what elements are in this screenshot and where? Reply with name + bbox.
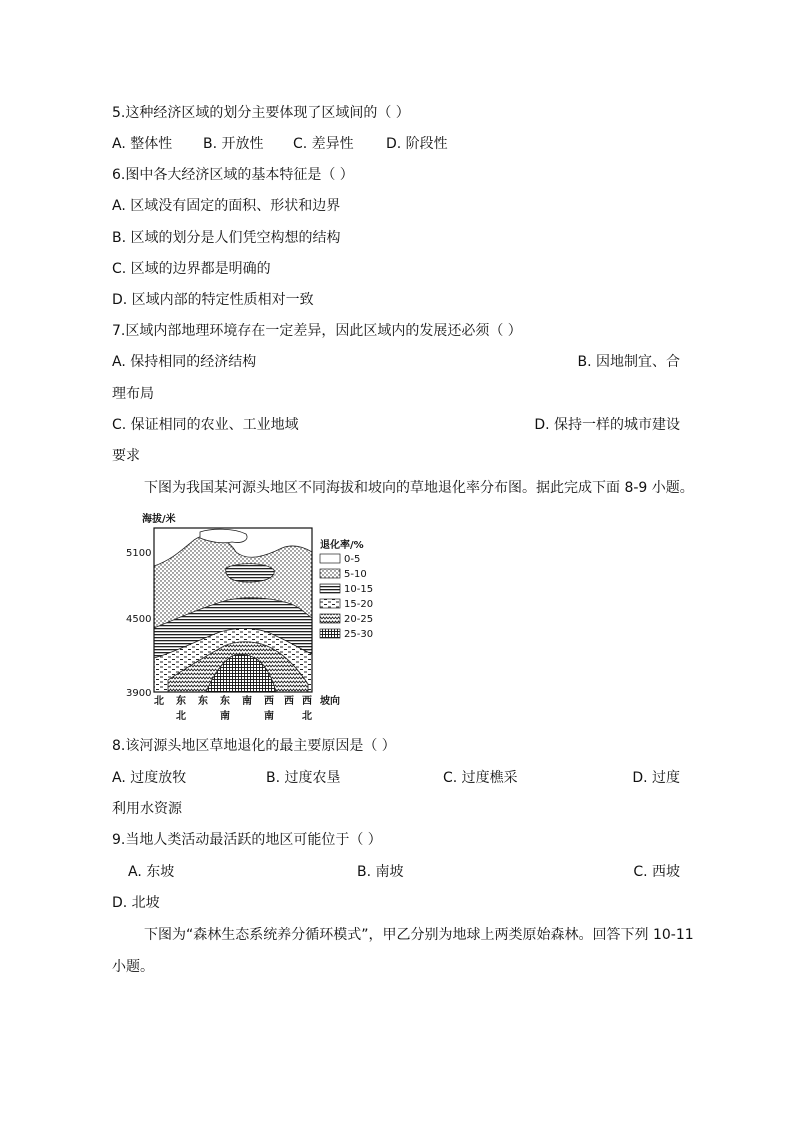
x-axis-label: 坡向	[320, 696, 340, 707]
y-axis-label: 海拔/米	[142, 514, 176, 525]
x-tick-bottom: 南	[220, 711, 230, 722]
x-tick-bottom: 北	[302, 711, 312, 722]
q5-option-c: C. 差异性	[293, 136, 354, 152]
x-tick-top: 东	[176, 696, 186, 707]
degradation-map-svg	[124, 508, 380, 726]
q9-stem: 9.当地人类活动最活跃的地区可能位于（ ）	[112, 832, 382, 848]
q6-stem: 6.图中各大经济区域的基本特征是（ ）	[112, 167, 354, 183]
q9-option-c: C. 西坡	[633, 864, 680, 880]
x-tick-top: 东	[220, 696, 230, 707]
q8-stem: 8.该河源头地区草地退化的最主要原因是（ ）	[112, 738, 396, 754]
x-axis	[154, 694, 340, 722]
grassland-degradation-figure	[124, 508, 380, 726]
legend	[320, 538, 373, 640]
y-tick-4500: 4500	[126, 614, 152, 625]
x-tick-top: 北	[154, 696, 164, 707]
q7-option-d: D. 保持一样的城市建设	[534, 417, 680, 433]
x-tick-bottom: 北	[176, 711, 186, 722]
q7-option-d-cont: 要求	[112, 448, 140, 464]
q7-option-a: A. 保持相同的经济结构	[112, 354, 257, 370]
q7-option-b: B. 因地制宜、合	[577, 354, 680, 370]
zone-0-5	[200, 529, 247, 543]
q6-option-a: A. 区域没有固定的面积、形状和边界	[112, 198, 341, 214]
q6-option-d: D. 区域内部的特定性质相对一致	[112, 292, 314, 308]
q9-option-b: B. 南坡	[357, 864, 404, 880]
legend-item-20-25	[320, 614, 373, 625]
q7-option-c: C. 保证相同的农业、工业地域	[112, 417, 299, 433]
q9-option-a: A. 东坡	[128, 864, 175, 880]
plot-area	[154, 528, 312, 692]
y-tick-5100: 5100	[126, 548, 152, 559]
y-tick-3900: 3900	[126, 688, 152, 699]
q5-option-b: B. 开放性	[203, 136, 264, 152]
svg-text:15-20: 15-20	[344, 599, 374, 610]
x-tick-bottom: 南	[264, 711, 274, 722]
q7-option-b-cont: 理布局	[112, 386, 154, 402]
q8-option-d-cont: 利用水资源	[112, 801, 182, 817]
q8-option-a: A. 过度放牧	[112, 770, 187, 786]
q9-option-d: D. 北坡	[112, 895, 160, 911]
svg-text:10-15: 10-15	[344, 584, 374, 595]
legend-title: 退化率/%	[320, 540, 364, 551]
zone-10-15-island	[226, 564, 274, 582]
x-tick-top: 西	[284, 696, 294, 707]
q5-option-d: D. 阶段性	[386, 136, 448, 152]
q7-stem: 7.区域内部地理环境存在一定差异，因此区域内的发展还必须（ ）	[112, 323, 522, 339]
svg-text:0-5: 0-5	[344, 554, 361, 565]
q8-option-b: B. 过度农垦	[266, 770, 341, 786]
svg-text:25-30: 25-30	[344, 629, 374, 640]
x-tick-top: 东	[198, 696, 208, 707]
legend-item-25-30	[320, 629, 373, 640]
q8-option-c: C. 过度樵采	[443, 770, 518, 786]
svg-text:20-25: 20-25	[344, 614, 374, 625]
intro-10-11-line2: 小题。	[112, 959, 154, 975]
x-tick-top: 南	[242, 696, 252, 707]
legend-item-10-15	[320, 584, 373, 595]
x-tick-top: 西	[302, 696, 312, 707]
legend-item-5-10	[320, 569, 367, 580]
svg-text:5-10: 5-10	[344, 569, 367, 580]
legend-item-15-20	[320, 599, 373, 610]
q6-option-b: B. 区域的划分是人们凭空构想的结构	[112, 230, 341, 246]
x-tick-top: 西	[264, 696, 274, 707]
q5-stem: 5.这种经济区域的划分主要体现了区域间的（ ）	[112, 105, 410, 121]
legend-item-0-5	[320, 554, 360, 565]
q6-option-c: C. 区域的边界都是明确的	[112, 261, 271, 277]
intro-8-9: 下图为我国某河源头地区不同海拔和坡向的草地退化率分布图。据此完成下面 8-9 小题。	[144, 480, 694, 496]
q8-option-d: D. 过度	[632, 770, 680, 786]
intro-10-11-line1: 下图为“森林生态系统养分循环模式”，甲乙分别为地球上两类原始森林。回答下列 10-11	[144, 927, 694, 943]
q5-option-a: A. 整体性	[112, 136, 173, 152]
